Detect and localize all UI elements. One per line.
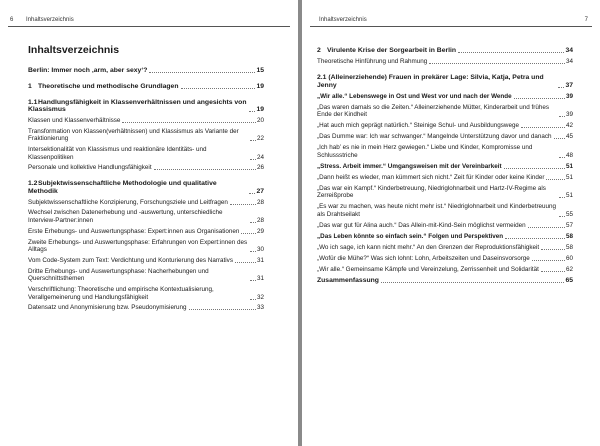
toc-entry[interactable]: 1.2Subjektwissenschaftliche Methodologie und qualitative Methodik 27 <box>28 180 264 195</box>
toc-title: Inhaltsverzeichnis <box>28 44 120 56</box>
toc-entry[interactable]: 1 Theoretische und methodische Grundlagen 19 <box>28 82 264 90</box>
toc-entry[interactable]: „Das war ein Kampf.“ Kinderbetreuung, Niedriglohnarbeit und Hartz-IV-Regime als Zerreißprobe 51 <box>317 184 573 200</box>
toc-entry[interactable]: Erste Erhebungs- und Auswertungsphase: Expert:innen aus Organisationen 29 <box>28 227 264 235</box>
toc-entry[interactable]: 2.1 (Alleinerziehende) Frauen in prekärer Lage: Silvia, Katja, Petra und Jenny 37 <box>317 73 573 89</box>
toc-entry[interactable]: Intersektionalität von Klassismus und reaktionäre Identitäts- und Klassenpolitiken 24 <box>28 146 264 161</box>
toc-entry[interactable]: Datensatz und Anonymisierung bzw. Pseudonymisierung 33 <box>28 304 264 312</box>
toc-entry[interactable]: 1.1Handlungsfähigkeit in Klassenverhältnissen und angesichts von Klassismus 19 <box>28 98 264 114</box>
toc-entry[interactable]: Personale und kollektive Handlungsfähigkeit 26 <box>28 164 264 172</box>
page-number: 6 <box>10 17 14 23</box>
toc-entry[interactable]: „Wofür die Mühe?“ Was sich lohnt: Lohn, Arbeitszeiten und Daseinsvorsorge 60 <box>317 254 573 262</box>
toc-entry[interactable]: „Dann heißt es wieder, man kümmert sich nicht.“ Zeit für Kinder oder keine Kinder 51 <box>317 173 573 181</box>
toc-right <box>317 47 573 288</box>
toc-entry[interactable]: „Das Leben könnte so einfach sein.“ Folgen und Perspektiven 58 <box>317 232 573 240</box>
right-page <box>302 0 600 446</box>
left-page <box>0 0 298 446</box>
toc-entry[interactable]: „Hat auch mich geprägt natürlich.“ Steinige Schul- und Ausbildungswege 42 <box>317 122 573 130</box>
toc-entry[interactable]: 2 Virulente Krise der Sorgearbeit in Berlin 34 <box>317 47 573 54</box>
toc-entry[interactable]: Klassen und Klassenverhältnisse 20 <box>28 116 264 124</box>
toc-entry[interactable]: Verschriftlichung: Theoretische und empirische Kontextualisierung, Verallgemeinerung und Handlungsfähigkeit 32 <box>28 286 264 301</box>
toc-entry[interactable]: Zweite Erhebungs- und Auswertungsphase: Erfahrungen von Expert:innen des Alltags 30 <box>28 238 264 254</box>
toc-entry[interactable]: Transformation von Klassen(verhältnissen) und Klassismus als Variante der Fraktionierung 22 <box>28 127 264 143</box>
toc-entry[interactable]: Theoretische Hinführung und Rahmung 34 <box>317 57 573 65</box>
toc-entry[interactable]: „Das Dumme war: Ich war schwanger.“ Mangelnde Unterstützung davor und danach 45 <box>317 133 573 141</box>
running-head: Inhaltsverzeichnis <box>319 17 367 23</box>
toc-entry[interactable]: „Stress. Arbeit immer.“ Umgangsweisen mit der Vereinbarkeit 51 <box>317 162 573 170</box>
toc-entry[interactable]: „Das war gut für Alina auch.“ Das Allein-mit-Kind-Sein möglichst vermeiden 57 <box>317 221 573 229</box>
toc-entry[interactable]: Subjektwissenschaftliche Konzipierung, Forschungsziele und Leitfragen 28 <box>28 198 264 206</box>
toc-entry[interactable]: Dritte Erhebungs- und Auswertungsphase: Nacherhebungen und Querschnittsthemen 31 <box>28 267 264 283</box>
toc-left <box>28 44 264 315</box>
toc-entry[interactable]: Wechsel zwischen Datenerhebung und -auswertung, unterschiedliche Interview-Partner:innen 28 <box>28 209 264 224</box>
toc-entry[interactable]: „Das waren damals so die Zeiten.“ Alleinerziehende Mütter, Kinderarbeit und frühes Ende der Kindheit 39 <box>317 103 573 119</box>
page-number: 7 <box>584 17 588 23</box>
toc-entry[interactable]: Berlin: Immer noch ‚arm, aber sexy‘? 15 <box>28 67 264 74</box>
toc-entry[interactable]: „Ich hab’ es nie in mein Herz gewiegen.“ Liebe und Kinder, Kompromisse und Schlussstriche 48 <box>317 144 573 159</box>
toc-entry[interactable]: Zusammenfassung 65 <box>317 276 573 284</box>
toc-entry[interactable]: „Es war zu machen, was heute nicht mehr ist.“ Niedriglohnarbeit und Kinderbetreuung als Drahtseilakt 55 <box>317 203 573 218</box>
toc-entry[interactable]: Vom Code-System zum Text: Verdichtung und Konturierung des Narrativs 31 <box>28 256 264 264</box>
header-rule <box>8 26 290 27</box>
toc-entry[interactable]: „Wir alle.“ Lebenswege in Ost und West vor und nach der Wende 39 <box>317 92 573 100</box>
toc-entry[interactable]: „Wo ich sage, ich kann nicht mehr.“ An den Grenzen der Reproduktionsfähigkeit 58 <box>317 243 573 251</box>
toc-entry[interactable]: „Wir alle.“ Gemeinsame Kämpfe und Vereinzelung, Zerrissenheit und Solidarität 62 <box>317 265 573 273</box>
header-rule <box>310 26 592 27</box>
running-head: Inhaltsverzeichnis <box>26 17 74 23</box>
